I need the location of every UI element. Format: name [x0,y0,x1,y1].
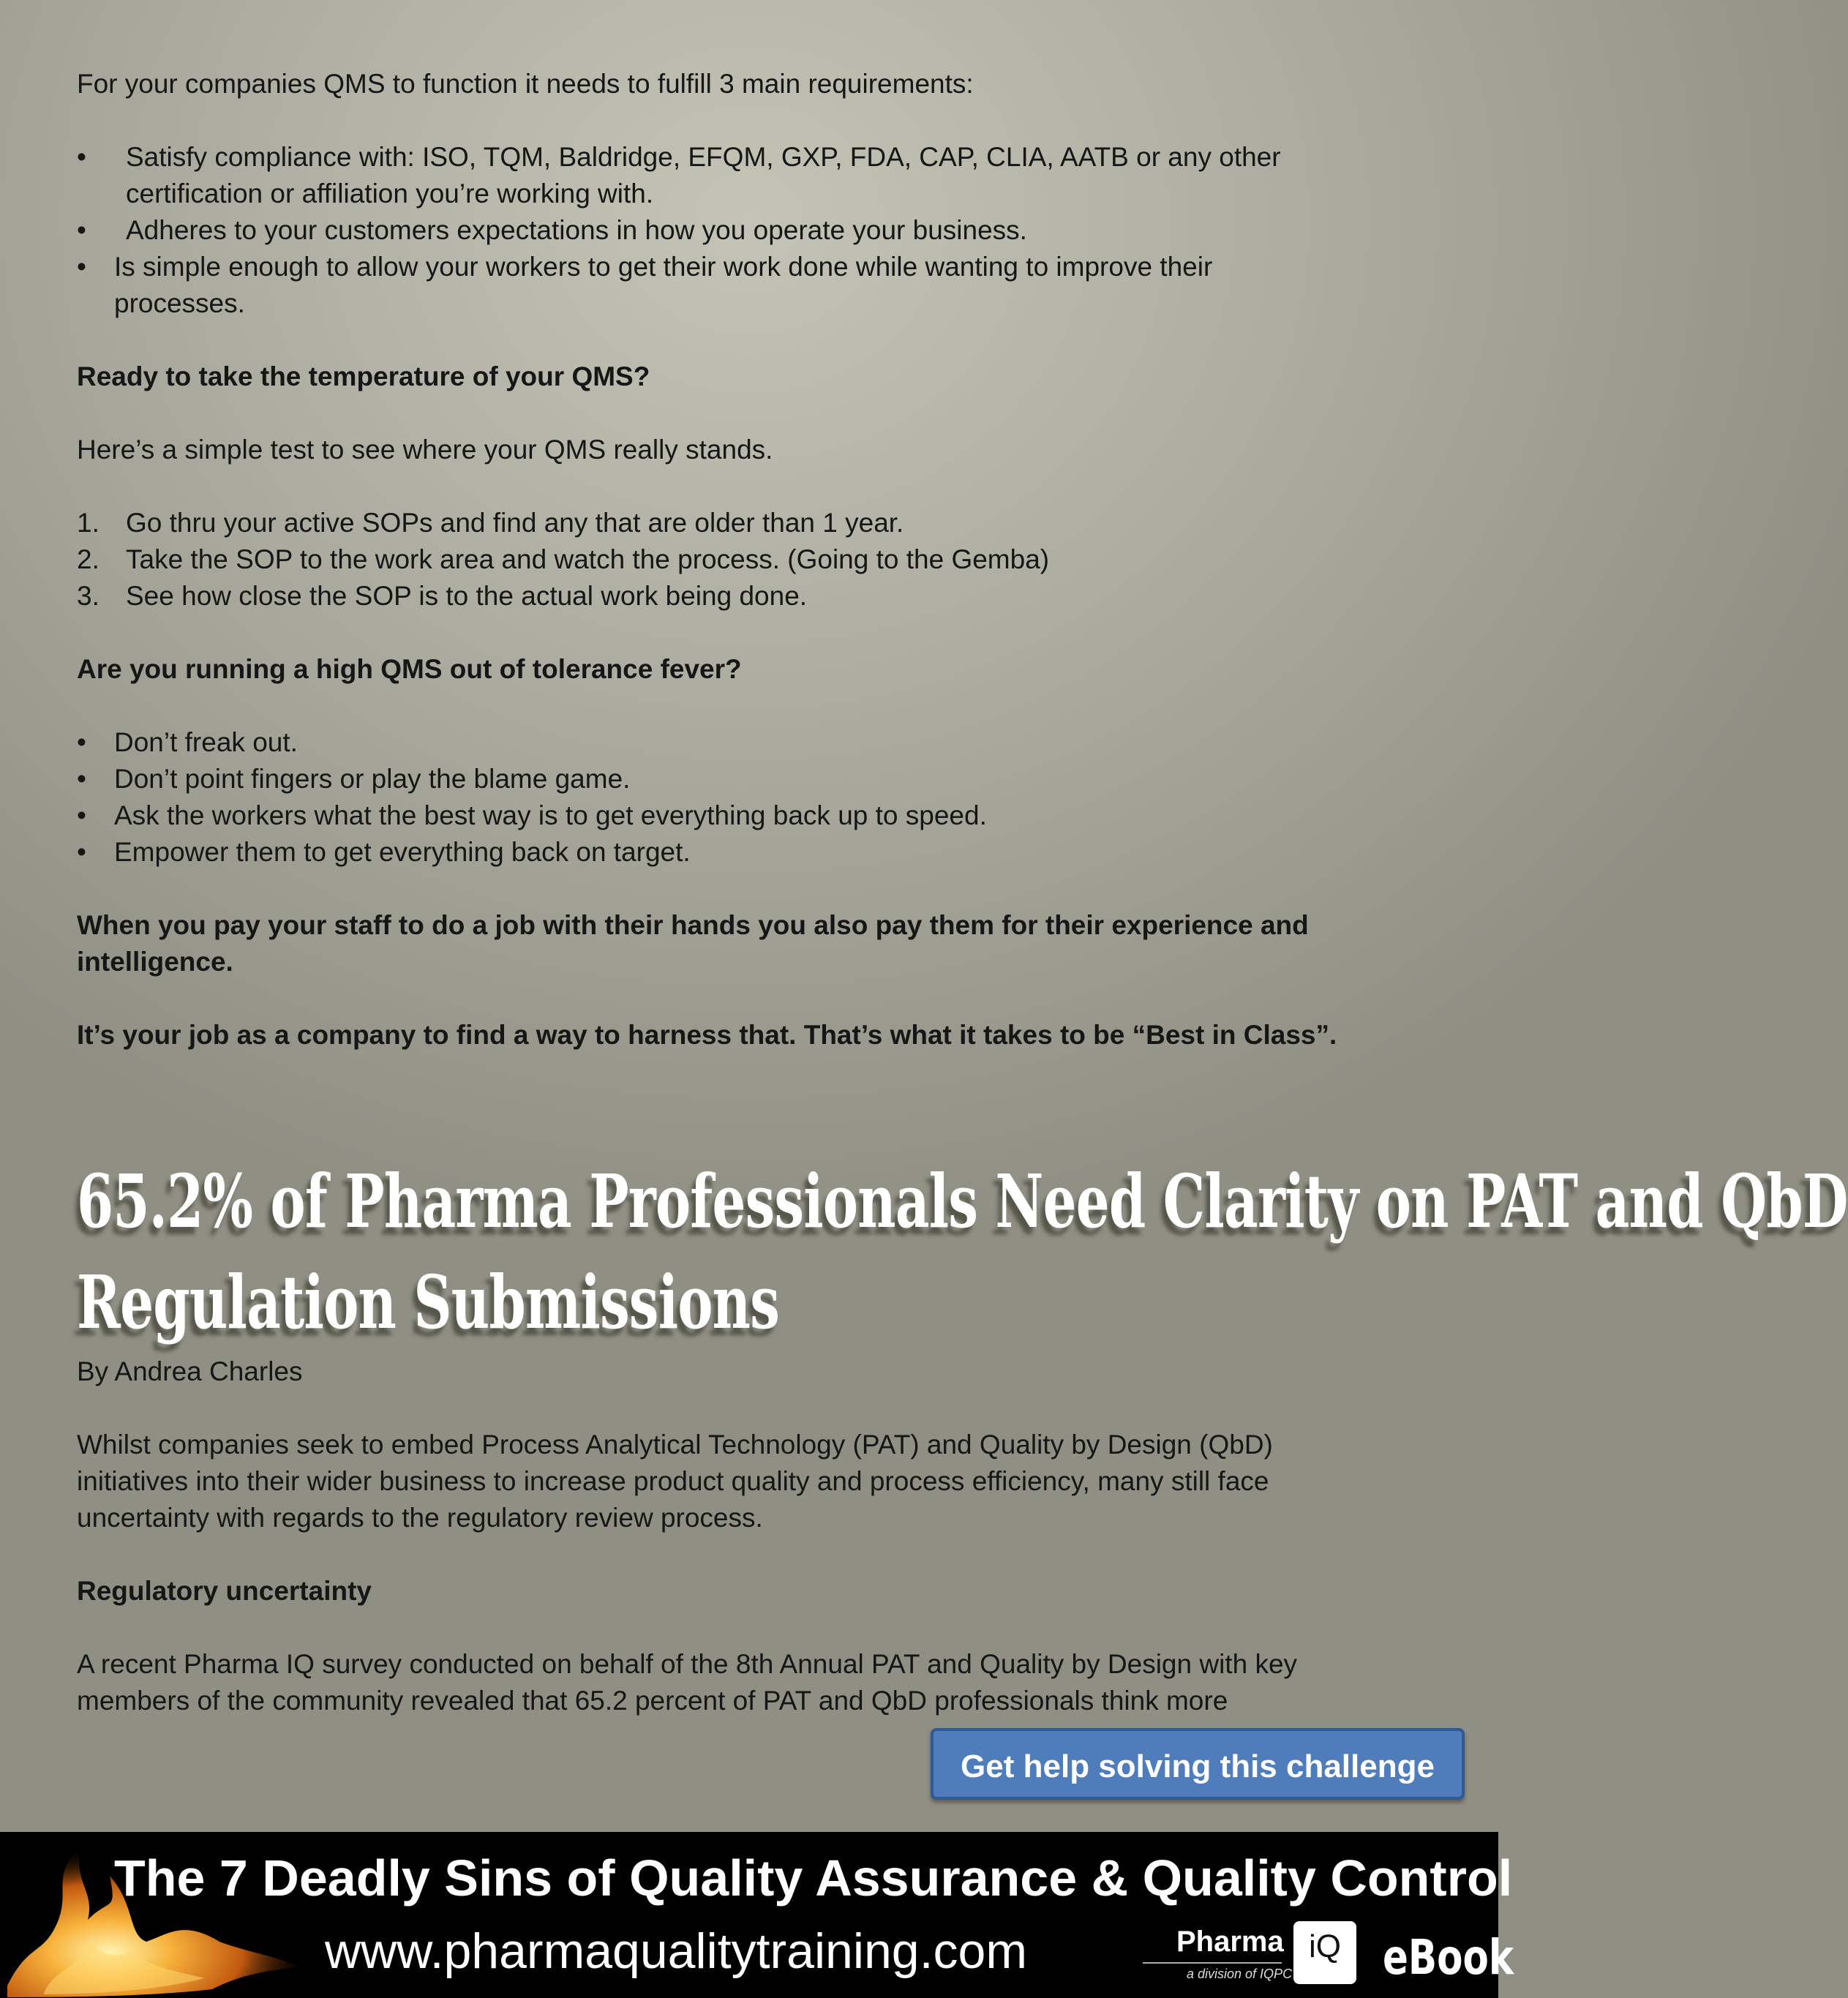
fever-bullet: Empower them to get everything back on target. [114,837,691,867]
requirement-1-line-1: Satisfy compliance with: ISO, TQM, Baldridge, EFQM, GXP, FDA, CAP, CLIA, AATB or any other [126,142,1281,172]
bullet-icon: • [77,252,86,282]
requirement-3-line-2: processes. [114,288,245,318]
article-paragraph-line: members of the community revealed that 65.2 percent of PAT and QbD professionals think more [77,1686,1228,1716]
footer-title: The 7 Deadly Sins of Quality Assurance & Quality Control [114,1849,1513,1907]
requirement-1-line-2: certification or affiliation you’re working with. [126,179,654,209]
step-number: 1. [77,508,99,538]
step-text: Take the SOP to the work area and watch the process. (Going to the Gemba) [126,544,1050,574]
step-text: Go thru your active SOPs and find any that are older than 1 year. [126,508,904,538]
intro-text: For your companies QMS to function it needs to fulfill 3 main requirements: [77,69,974,99]
bullet-icon: • [77,764,86,794]
step-number: 3. [77,581,99,611]
pharma-logo-text: Pharma [1176,1926,1284,1958]
fever-bullet: Don’t point fingers or play the blame game. [114,764,631,794]
footer-banner [0,1832,1514,1998]
iq-logo-badge: iQ [1293,1921,1356,1984]
bullet-icon: • [77,142,86,172]
fever-bullet: Don’t freak out. [114,727,298,757]
pay-statement-line-1: When you pay your staff to do a job with their hands you also pay them for their experience and [77,910,1309,940]
get-help-button[interactable]: Get help solving this challenge [931,1728,1465,1800]
article-headline-line-2: Regulation Submissions [77,1259,780,1345]
step-text: See how close the SOP is to the actual work being done. [126,581,808,611]
requirement-2: Adheres to your customers expectations in how you operate your business. [126,215,1027,245]
footer-url-link[interactable]: www.pharmaqualitytraining.com [325,1923,1027,1979]
heading-temperature: Ready to take the temperature of your QMS? [77,361,650,391]
fever-bullet: Ask the workers what the best way is to get everything back up to speed. [114,800,987,830]
ebook-label: eBook [1383,1929,1514,1986]
bullet-icon: • [77,800,86,830]
article-headline-line-1: 65.2% of Pharma Professionals Need Clarity on PAT and QbD [77,1158,1848,1244]
pay-statement-line-2: intelligence. [77,947,233,977]
article-paragraph-line: uncertainty with regards to the regulatory review process. [77,1503,763,1533]
article-paragraph-line: Whilst companies seek to embed Process Analytical Technology (PAT) and Quality by Design (QbD) [77,1430,1273,1460]
test-intro: Here’s a simple test to see where your QMS really stands. [77,435,773,465]
article-subheading: Regulatory uncertainty [77,1576,372,1606]
bullet-icon: • [77,837,86,867]
heading-fever: Are you running a high QMS out of tolerance fever? [77,654,742,684]
bullet-icon: • [77,215,86,245]
logo-division-text: a division of IQPC [1187,1967,1293,1981]
article-byline: By Andrea Charles [77,1356,303,1386]
article-paragraph-line: initiatives into their wider business to increase product quality and process efficiency, many still face [77,1466,1269,1496]
article-paragraph-line: A recent Pharma IQ survey conducted on behalf of the 8th Annual PAT and Quality by Design with key [77,1649,1298,1679]
requirement-3-line-1: Is simple enough to allow your workers to get their work done while wanting to improve their [114,252,1213,282]
step-number: 2. [77,544,99,574]
bullet-icon: • [77,727,86,757]
logo-divider [1143,1962,1282,1964]
best-in-class-statement: It’s your job as a company to find a way to harness that. That’s what it takes to be “Best in Class”. [77,1020,1337,1050]
